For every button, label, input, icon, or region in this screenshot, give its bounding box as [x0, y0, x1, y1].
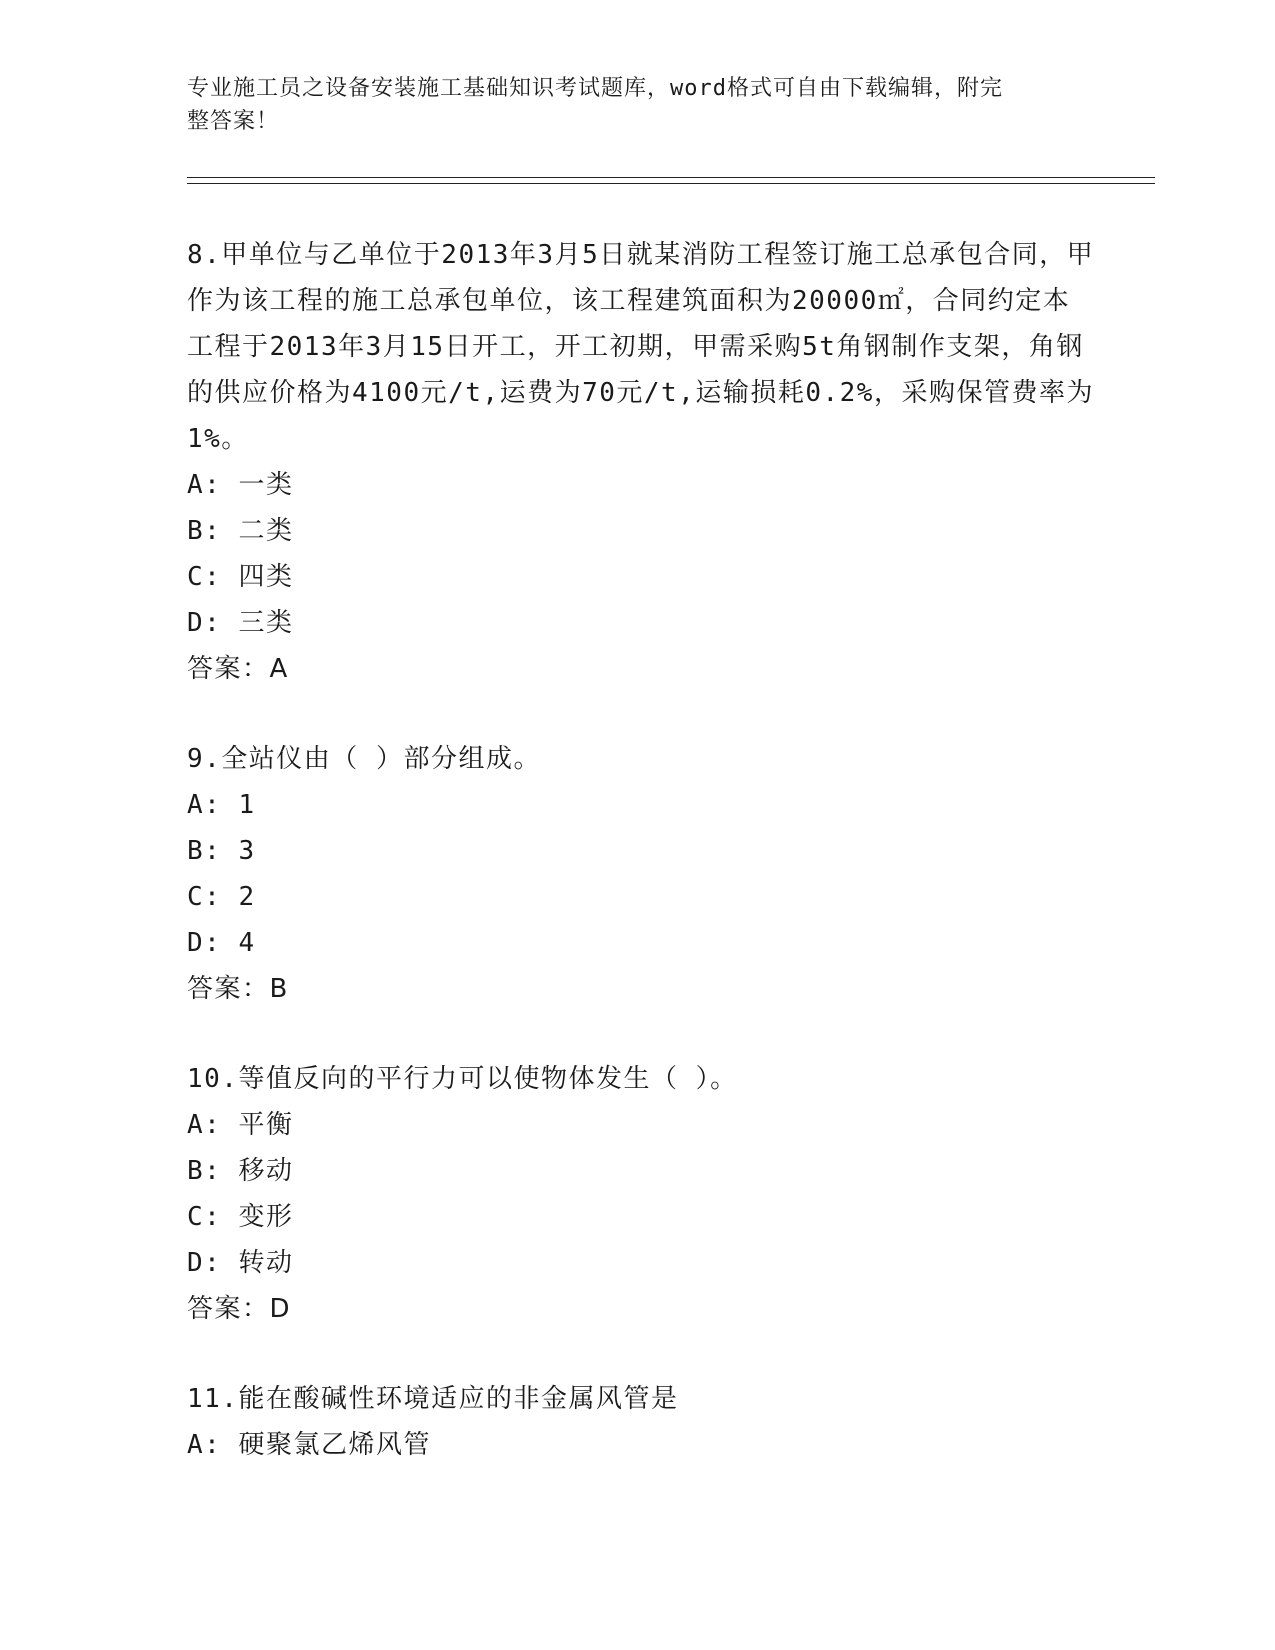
option-a: A: 1: [187, 790, 256, 820]
question-8: [187, 232, 1097, 692]
option-b: B: 移动: [187, 1156, 294, 1186]
option-a: A: 平衡: [187, 1110, 294, 1140]
question-10: [187, 1056, 1097, 1332]
option-a: A: 一类: [187, 470, 294, 500]
question-text: 8.甲单位与乙单位于2013年3月5日就某消防工程签订施工总承包合同，甲作为该工程的施工总承包单位，该工程建筑面积为20000㎡，合同约定本工程于2013年3月15日开工，开工初期，甲需采购5t角钢制作支架，角钢的供应价格为4100元/t,运费为70元/t,运输损耗0.2%，采购保管费率为1%。: [187, 240, 1095, 454]
question-list: [187, 232, 1097, 1468]
answer: 答案：A: [187, 654, 289, 684]
option-b: B: 3: [187, 836, 256, 866]
option-c: C: 四类: [187, 562, 294, 592]
question-11: [187, 1376, 1097, 1468]
question-text: 11.能在酸碱性环境适应的非金属风管是: [187, 1384, 679, 1414]
question-9: [187, 736, 1097, 1012]
header-title-line2: 整答案！: [187, 109, 280, 134]
question-text: 9.全站仪由（ ）部分组成。: [187, 744, 541, 774]
option-b: B: 二类: [187, 516, 294, 546]
header-title-line1: 专业施工员之设备安装施工基础知识考试题库，word格式可自由下载编辑，附完: [187, 76, 1003, 101]
option-a: A: 硬聚氯乙烯风管: [187, 1430, 431, 1460]
option-d: D: 4: [187, 928, 256, 958]
document-header: [187, 72, 1087, 138]
option-c: C: 2: [187, 882, 256, 912]
option-d: D: 转动: [187, 1248, 294, 1278]
header-rule-bottom: [187, 183, 1155, 184]
option-d: D: 三类: [187, 608, 294, 638]
header-rule-top: [187, 177, 1155, 178]
question-text: 10.等值反向的平行力可以使物体发生（ ）。: [187, 1064, 738, 1094]
answer: 答案：B: [187, 974, 289, 1004]
option-c: C: 变形: [187, 1202, 294, 1232]
answer: 答案：D: [187, 1294, 292, 1324]
